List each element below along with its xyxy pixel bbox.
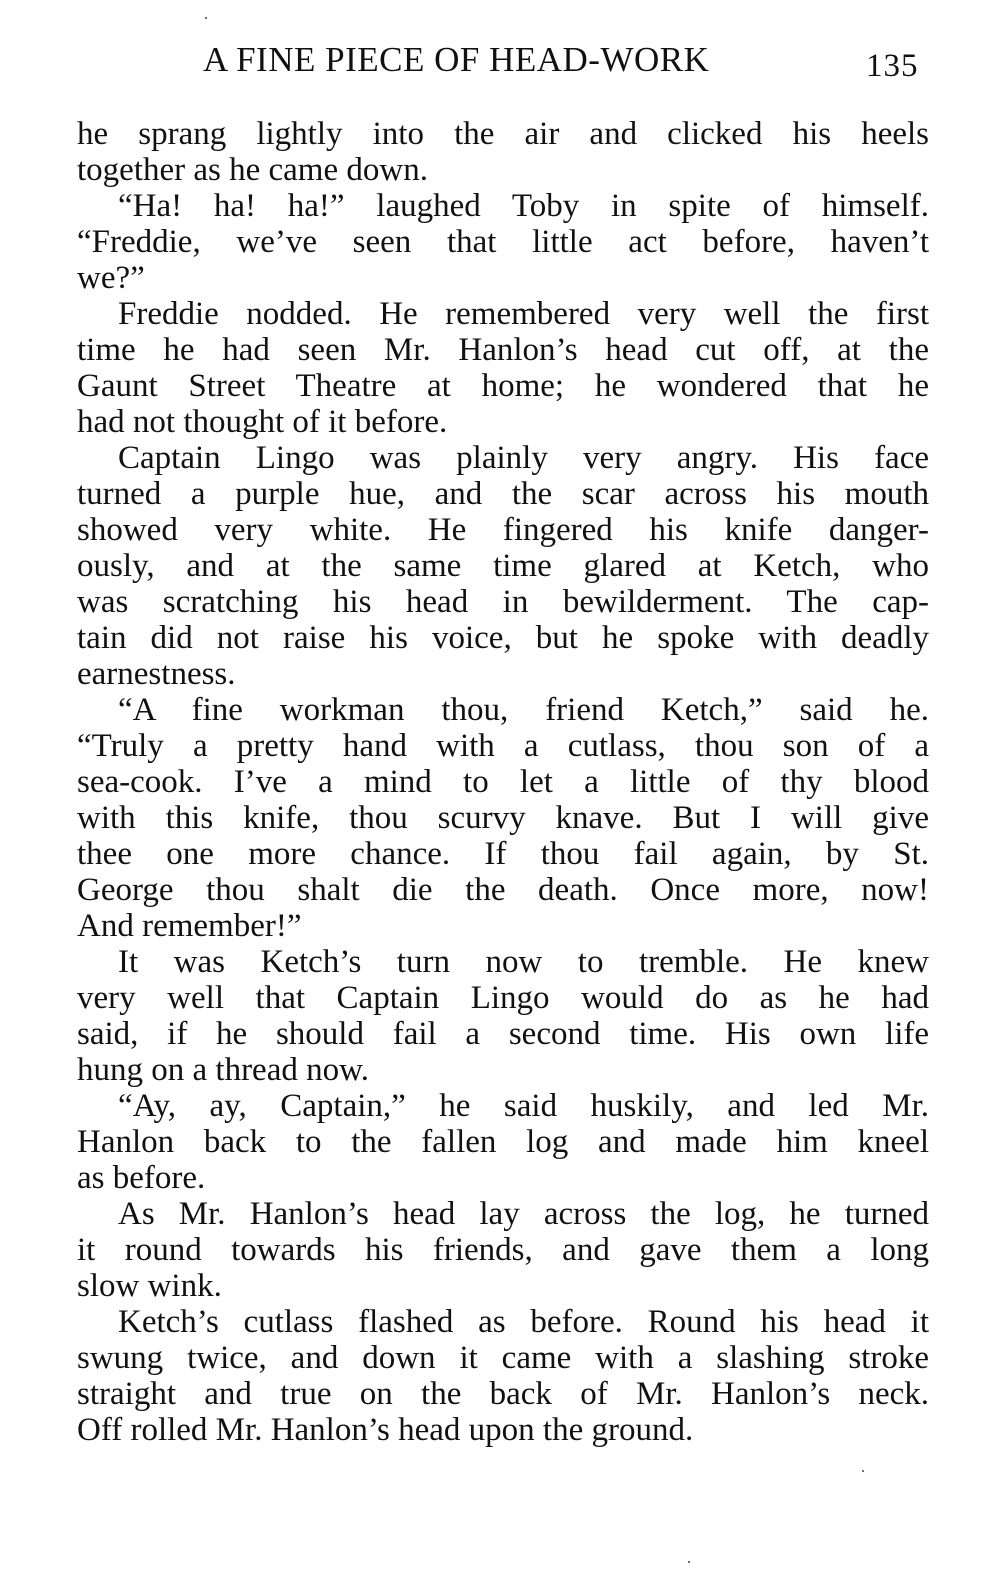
text-line: hung on a thread now.	[77, 1052, 370, 1088]
text-line: it round towards his friends, and gave them a long	[77, 1232, 929, 1268]
text-line: Ketch’s cutlass flashed as before. Round his head it	[118, 1304, 929, 1340]
print-speck	[688, 1561, 690, 1563]
text-line: “Ay, ay, Captain,” he said huskily, and led Mr.	[118, 1088, 929, 1124]
text-line: he sprang lightly into the air and clicked his heels	[77, 116, 929, 152]
text-line: sea-cook. I’ve a mind to let a little of thy blood	[77, 764, 929, 800]
print-speck	[205, 17, 207, 19]
text-line: was scratching his head in bewilderment. The cap-	[77, 584, 929, 620]
text-line: Off rolled Mr. Hanlon’s head upon the ground.	[77, 1412, 694, 1448]
text-line: thee one more chance. If thou fail again, by St.	[77, 836, 929, 872]
text-line: had not thought of it before.	[77, 404, 448, 440]
running-head	[0, 38, 982, 82]
text-line: “Truly a pretty hand with a cutlass, thou son of a	[77, 728, 929, 764]
text-line: very well that Captain Lingo would do as he had	[77, 980, 929, 1016]
paragraph	[77, 116, 929, 188]
text-line: together as he came down.	[77, 152, 428, 188]
text-line: turned a purple hue, and the scar across his mouth	[77, 476, 929, 512]
text-line: tain did not raise his voice, but he spoke with deadly	[77, 620, 929, 656]
text-line: Hanlon back to the fallen log and made him kneel	[77, 1124, 929, 1160]
text-line: showed very white. He fingered his knife danger-	[77, 512, 929, 548]
text-line: “Ha! ha! ha!” laughed Toby in spite of himself.	[118, 188, 929, 224]
text-line: “A fine workman thou, friend Ketch,” said he.	[118, 692, 929, 728]
paragraph	[77, 944, 929, 1088]
paragraph	[77, 188, 929, 296]
paragraph	[77, 1304, 929, 1448]
text-line: “Freddie, we’ve seen that little act before, haven’t	[77, 224, 929, 260]
text-line: slow wink.	[77, 1268, 222, 1304]
text-line: with this knife, thou scurvy knave. But I will give	[77, 800, 929, 836]
text-line: Gaunt Street Theatre at home; he wondered that he	[77, 368, 929, 404]
paragraph	[77, 692, 929, 944]
text-line: straight and true on the back of Mr. Hanlon’s neck.	[77, 1376, 929, 1412]
paragraph	[77, 440, 929, 692]
page-number: 135	[866, 48, 919, 84]
text-line: time he had seen Mr. Hanlon’s head cut off, at the	[77, 332, 929, 368]
running-title: A FINE PIECE OF HEAD-WORK	[203, 40, 710, 79]
text-line: George thou shalt die the death. Once more, now!	[77, 872, 929, 908]
paragraph	[77, 296, 929, 440]
paragraph	[77, 1196, 929, 1304]
text-line: earnestness.	[77, 656, 236, 692]
body-text	[77, 116, 929, 1448]
text-line: Freddie nodded. He remembered very well the first	[118, 296, 929, 332]
paragraph	[77, 1088, 929, 1196]
text-line: And remember!”	[77, 908, 302, 944]
text-line: swung twice, and down it came with a slashing stroke	[77, 1340, 929, 1376]
text-line: It was Ketch’s turn now to tremble. He knew	[118, 944, 929, 980]
text-line: ously, and at the same time glared at Ketch, who	[77, 548, 929, 584]
print-speck	[862, 1470, 864, 1472]
text-line: we?”	[77, 260, 145, 296]
text-line: Captain Lingo was plainly very angry. His face	[118, 440, 929, 476]
text-line: as before.	[77, 1160, 206, 1196]
text-line: said, if he should fail a second time. His own life	[77, 1016, 929, 1052]
text-line: As Mr. Hanlon’s head lay across the log, he turned	[118, 1196, 929, 1232]
